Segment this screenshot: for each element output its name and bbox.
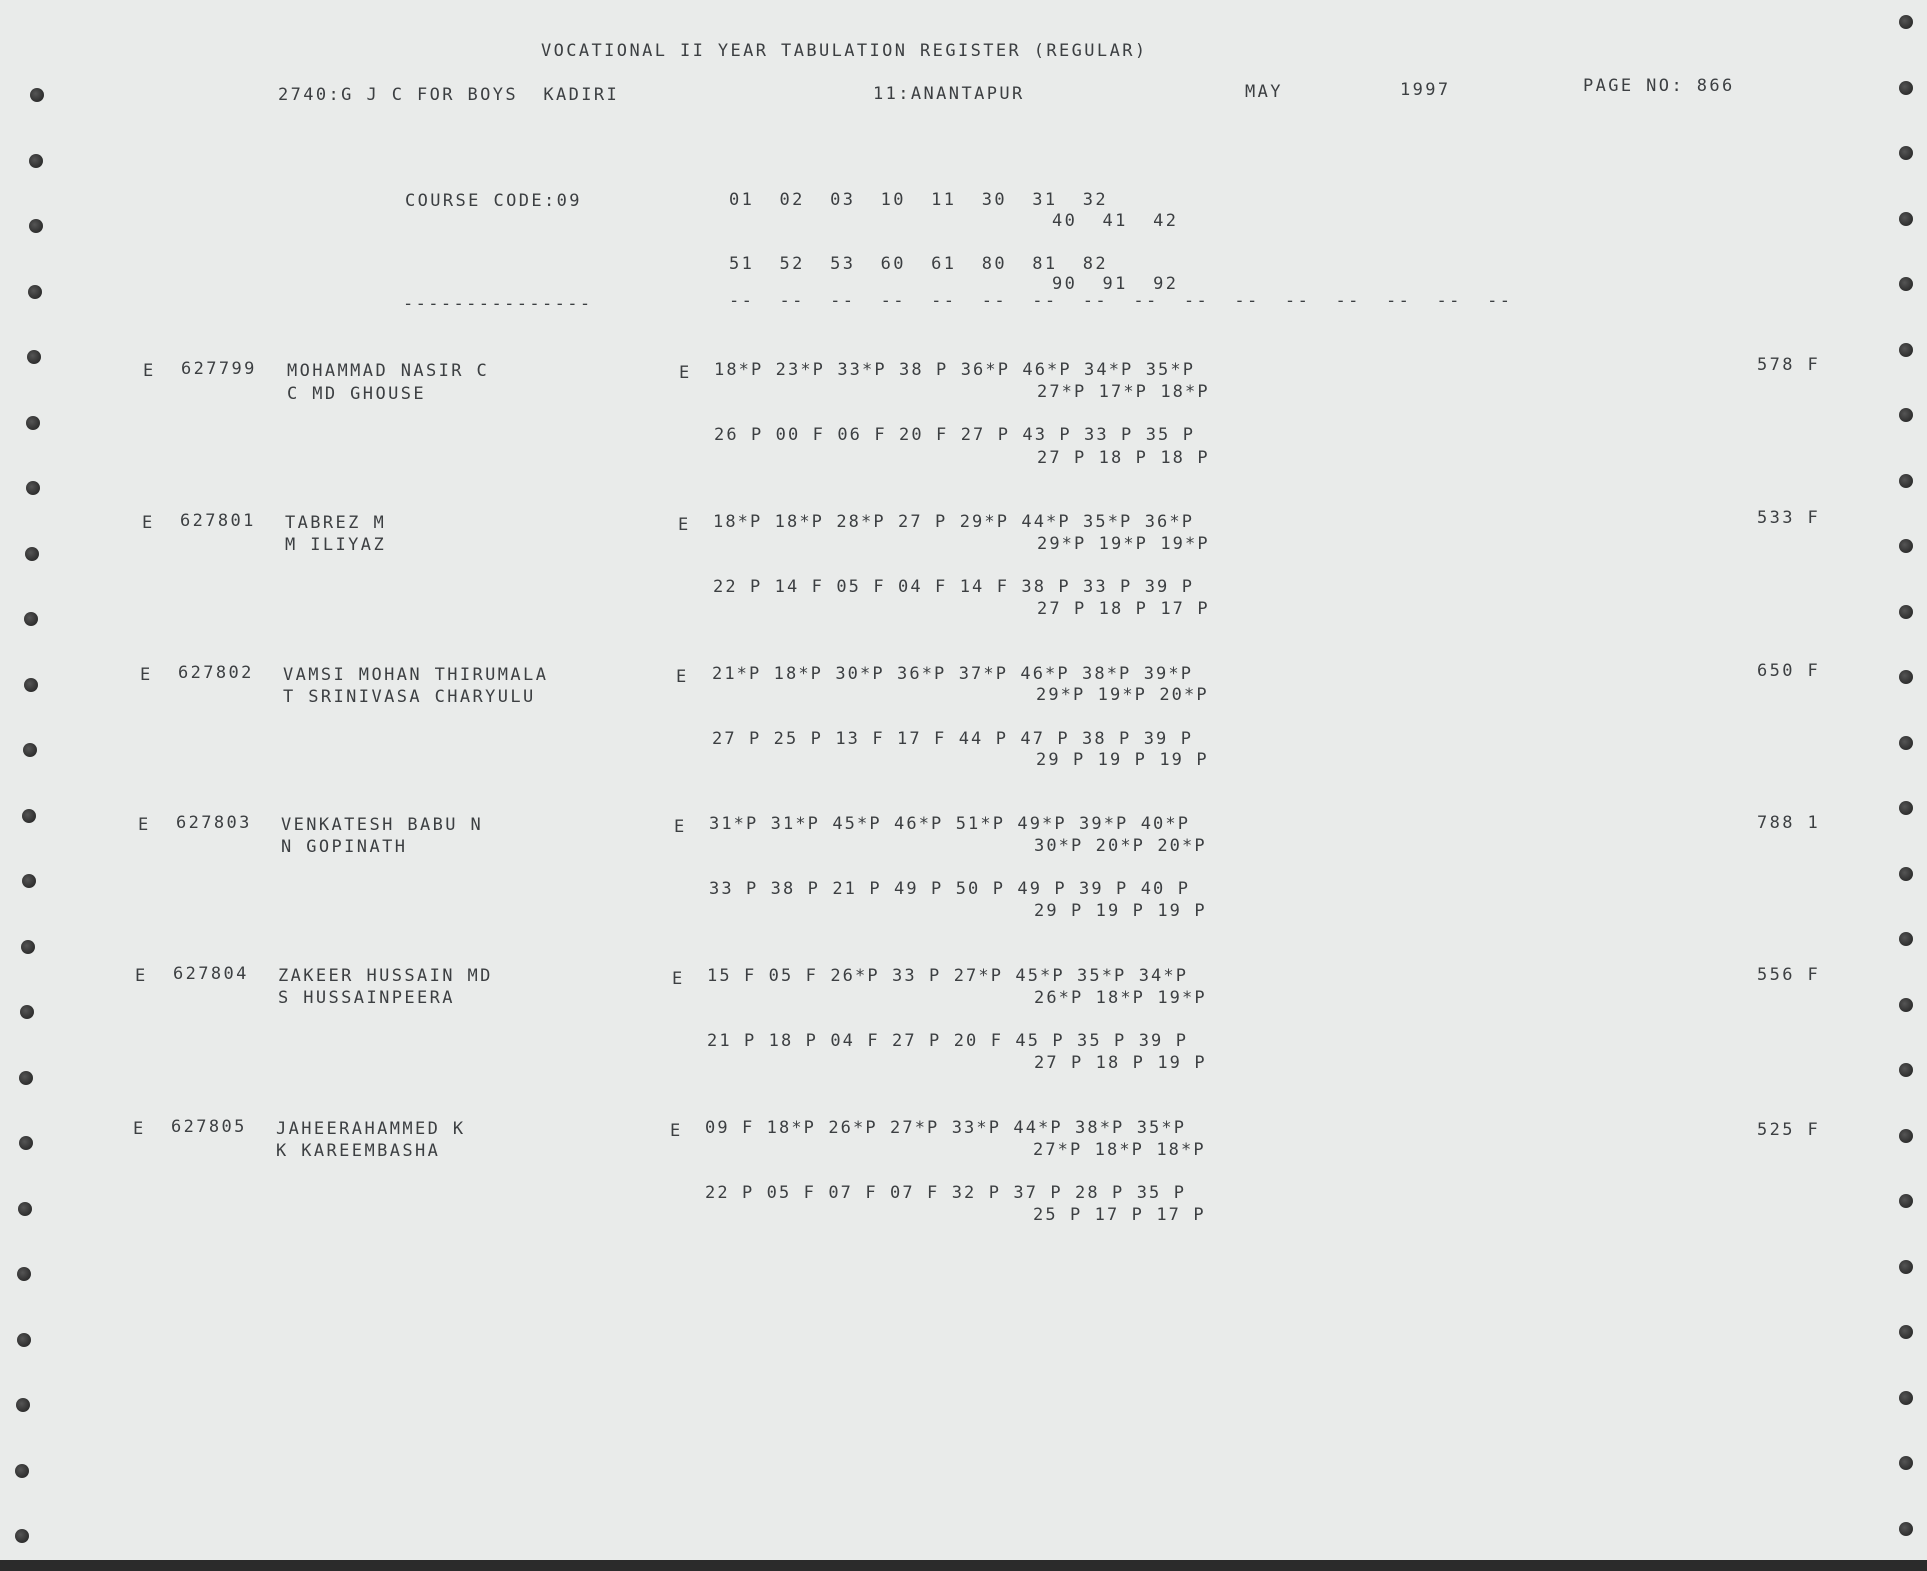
practical-scores-line2: 27 P 18 P 18 P <box>1037 448 1210 468</box>
student-father-name: N GOPINATH <box>281 837 408 857</box>
feed-hole <box>19 1071 33 1085</box>
theory-scores-line1: 15 F 05 F 26*P 33 P 27*P 45*P 35*P 34*P <box>707 966 1189 986</box>
student-exam-mark: E <box>676 667 689 687</box>
feed-hole <box>1899 408 1913 422</box>
student-total-result: 650 F <box>1757 661 1821 681</box>
student-roll-number: 627803 <box>176 813 252 833</box>
student-father-name: M ILIYAZ <box>285 535 387 555</box>
desk-edge <box>0 1560 1927 1571</box>
student-total-result: 556 F <box>1757 965 1821 985</box>
feed-hole <box>1899 1456 1913 1470</box>
student-status-flag: E <box>142 513 155 533</box>
student-exam-mark: E <box>670 1121 683 1141</box>
practical-scores-line2: 25 P 17 P 17 P <box>1033 1205 1206 1225</box>
student-father-name: S HUSSAINPEERA <box>278 988 455 1008</box>
practical-scores-line1: 22 P 05 F 07 F 07 F 32 P 37 P 28 P 35 P <box>705 1183 1187 1203</box>
feed-hole <box>1899 212 1913 226</box>
student-status-flag: E <box>143 361 156 381</box>
student-roll-number: 627799 <box>181 359 257 379</box>
subject-codes-row2-sub: 90 91 92 <box>1052 274 1179 294</box>
feed-hole <box>1899 998 1913 1012</box>
student-total-result: 525 F <box>1757 1120 1821 1140</box>
feed-hole <box>1899 670 1913 684</box>
practical-scores-line2: 27 P 18 P 17 P <box>1037 599 1210 619</box>
left-tractor-feed-strip <box>0 0 50 1560</box>
feed-hole <box>1899 15 1913 29</box>
student-name: TABREZ M <box>285 513 387 533</box>
page-number: PAGE NO: 866 <box>1583 76 1735 96</box>
feed-hole <box>22 874 36 888</box>
practical-scores-line1: 33 P 38 P 21 P 49 P 50 P 49 P 39 P 40 P <box>709 879 1191 899</box>
feed-hole <box>18 1202 32 1216</box>
course-dash-rule: --------------- <box>403 294 593 314</box>
student-roll-number: 627801 <box>180 511 256 531</box>
practical-scores-line2: 27 P 18 P 19 P <box>1034 1053 1207 1073</box>
student-name: VAMSI MOHAN THIRUMALA <box>283 665 549 685</box>
student-name: VENKATESH BABU N <box>281 815 484 835</box>
subject-codes-row2: 51 52 53 60 61 80 81 82 <box>729 254 1109 274</box>
feed-hole <box>1899 867 1913 881</box>
student-exam-mark: E <box>672 969 685 989</box>
feed-hole <box>1899 801 1913 815</box>
student-total-result: 578 F <box>1757 355 1821 375</box>
practical-scores-line1: 26 P 00 F 06 F 20 F 27 P 43 P 33 P 35 P <box>714 425 1196 445</box>
feed-hole <box>29 154 43 168</box>
feed-hole <box>16 1398 30 1412</box>
course-code-label: COURSE CODE:09 <box>405 191 582 211</box>
theory-scores-line2: 29*P 19*P 20*P <box>1036 685 1209 705</box>
student-name: ZAKEER HUSSAIN MD <box>278 966 493 986</box>
exam-month: MAY <box>1245 82 1283 102</box>
feed-hole <box>19 1136 33 1150</box>
student-status-flag: E <box>138 815 151 835</box>
practical-scores-line2: 29 P 19 P 19 P <box>1034 901 1207 921</box>
practical-scores-line1: 21 P 18 P 04 F 27 P 20 F 45 P 35 P 39 P <box>707 1031 1189 1051</box>
feed-hole <box>26 481 40 495</box>
college-name: 2740:G J C FOR BOYS KADIRI <box>278 85 620 105</box>
theory-scores-line2: 29*P 19*P 19*P <box>1037 534 1210 554</box>
right-tractor-feed-strip <box>1877 0 1927 1560</box>
feed-hole <box>22 809 36 823</box>
feed-hole <box>1899 1522 1913 1536</box>
feed-hole <box>30 88 44 102</box>
feed-hole <box>1899 343 1913 357</box>
student-exam-mark: E <box>674 817 687 837</box>
codes-dash-rule: -- -- -- -- -- -- -- -- -- -- -- -- -- -- -- -- <box>729 291 1513 311</box>
student-father-name: K KAREEMBASHA <box>276 1141 441 1161</box>
practical-scores-line1: 27 P 25 P 13 F 17 F 44 P 47 P 38 P 39 P <box>712 729 1194 749</box>
exam-year: 1997 <box>1400 80 1451 100</box>
student-father-name: T SRINIVASA CHARYULU <box>283 687 536 707</box>
feed-hole <box>1899 605 1913 619</box>
theory-scores-line2: 26*P 18*P 19*P <box>1034 988 1207 1008</box>
feed-hole <box>1899 539 1913 553</box>
feed-hole <box>1899 277 1913 291</box>
practical-scores-line2: 29 P 19 P 19 P <box>1036 750 1209 770</box>
student-name: JAHEERAHAMMED K <box>276 1119 466 1139</box>
student-exam-mark: E <box>678 515 691 535</box>
theory-scores-line1: 31*P 31*P 45*P 46*P 51*P 49*P 39*P 40*P <box>709 814 1191 834</box>
feed-hole <box>27 350 41 364</box>
student-status-flag: E <box>133 1119 146 1139</box>
feed-hole <box>1899 1194 1913 1208</box>
feed-hole <box>24 678 38 692</box>
student-total-result: 533 F <box>1757 508 1821 528</box>
theory-scores-line1: 09 F 18*P 26*P 27*P 33*P 44*P 38*P 35*P <box>705 1118 1187 1138</box>
student-exam-mark: E <box>679 363 692 383</box>
feed-hole <box>23 743 37 757</box>
student-roll-number: 627804 <box>173 964 249 984</box>
feed-hole <box>20 1005 34 1019</box>
feed-hole <box>1899 1325 1913 1339</box>
feed-hole <box>15 1464 29 1478</box>
student-status-flag: E <box>135 966 148 986</box>
feed-hole <box>15 1529 29 1543</box>
student-name: MOHAMMAD NASIR C <box>287 361 490 381</box>
feed-hole <box>1899 1129 1913 1143</box>
feed-hole <box>17 1267 31 1281</box>
feed-hole <box>21 940 35 954</box>
feed-hole <box>25 547 39 561</box>
feed-hole <box>29 219 43 233</box>
theory-scores-line1: 21*P 18*P 30*P 36*P 37*P 46*P 38*P 39*P <box>712 664 1194 684</box>
feed-hole <box>1899 1391 1913 1405</box>
theory-scores-line2: 27*P 18*P 18*P <box>1033 1140 1206 1160</box>
theory-scores-line2: 27*P 17*P 18*P <box>1037 382 1210 402</box>
student-status-flag: E <box>140 665 153 685</box>
feed-hole <box>1899 474 1913 488</box>
theory-scores-line1: 18*P 23*P 33*P 38 P 36*P 46*P 34*P 35*P <box>714 360 1196 380</box>
feed-hole <box>1899 736 1913 750</box>
feed-hole <box>26 416 40 430</box>
subject-codes-row1-sub: 40 41 42 <box>1052 211 1179 231</box>
district-name: 11:ANANTAPUR <box>873 84 1025 104</box>
theory-scores-line1: 18*P 18*P 28*P 27 P 29*P 44*P 35*P 36*P <box>713 512 1195 532</box>
feed-hole <box>1899 146 1913 160</box>
feed-hole <box>1899 1063 1913 1077</box>
student-roll-number: 627802 <box>178 663 254 683</box>
register-title: VOCATIONAL II YEAR TABULATION REGISTER (REGULAR) <box>541 41 1148 61</box>
student-father-name: C MD GHOUSE <box>287 384 426 404</box>
feed-hole <box>1899 1260 1913 1274</box>
theory-scores-line2: 30*P 20*P 20*P <box>1034 836 1207 856</box>
feed-hole <box>24 612 38 626</box>
subject-codes-row1: 01 02 03 10 11 30 31 32 <box>729 190 1109 210</box>
student-total-result: 788 1 <box>1757 813 1821 833</box>
practical-scores-line1: 22 P 14 F 05 F 04 F 14 F 38 P 33 P 39 P <box>713 577 1195 597</box>
feed-hole <box>1899 81 1913 95</box>
feed-hole <box>17 1333 31 1347</box>
feed-hole <box>1899 932 1913 946</box>
student-roll-number: 627805 <box>171 1117 247 1137</box>
feed-hole <box>28 285 42 299</box>
